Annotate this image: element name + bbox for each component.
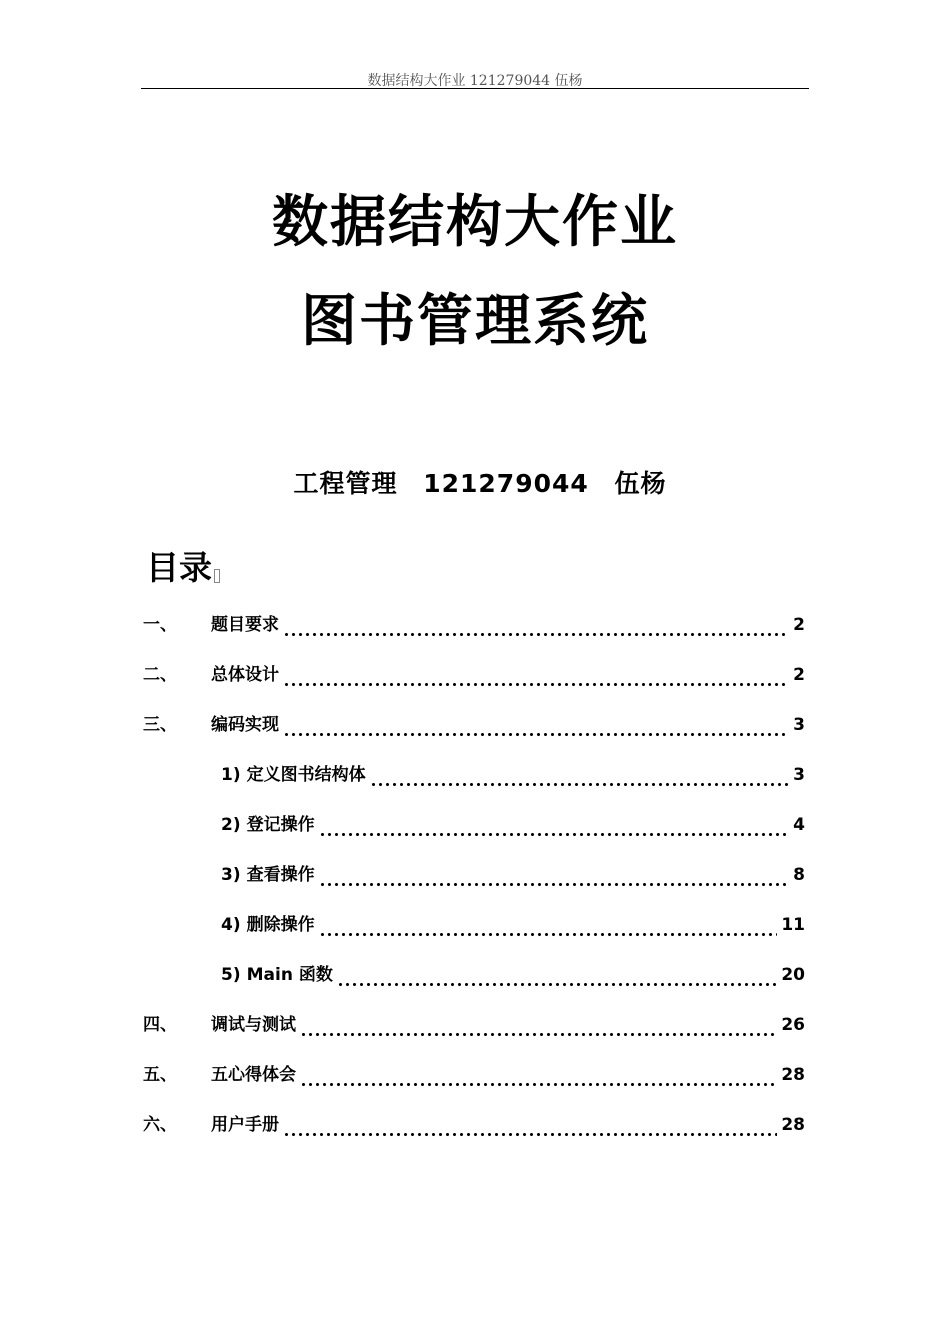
toc-entry-number: 二、: [143, 665, 177, 685]
toc-entry-label: 用户手册: [211, 1115, 279, 1135]
toc-dot-leader: [370, 768, 790, 788]
toc-entry-label: 登记操作: [246, 815, 315, 835]
toc-entry-page: 2: [793, 615, 805, 635]
toc-entry-number: 五、: [143, 1065, 177, 1085]
toc-entry-label: 调试与测试: [211, 1015, 296, 1035]
toc-entry[interactable]: [143, 1112, 805, 1138]
toc-entry-number: 3): [221, 865, 241, 885]
header-divider: [141, 88, 809, 89]
toc-entry-page: 3: [793, 765, 805, 785]
toc-entry-label: 删除操作: [246, 915, 315, 935]
toc-entry-page: 8: [793, 865, 805, 885]
toc-entry-page: 20: [781, 965, 805, 985]
toc-dot-leader: [319, 918, 778, 938]
toc-entry-page: 11: [781, 915, 805, 935]
toc-entry-label: 五心得体会: [211, 1065, 296, 1085]
toc-entry-page: 4: [793, 815, 805, 835]
toc-entry-page: 28: [781, 1065, 805, 1085]
toc-entry-label: 题目要求: [211, 615, 279, 635]
toc-entry-page: 3: [793, 715, 805, 735]
toc-entry-number: 5): [221, 965, 241, 985]
toc-entry[interactable]: [143, 612, 805, 638]
toc-dot-leader: [319, 818, 790, 838]
toc-entry-label: Main 函数: [246, 965, 333, 985]
toc-entry-label: 总体设计: [211, 665, 279, 685]
toc-entry-page: 28: [781, 1115, 805, 1135]
author-student-id: 121279044: [423, 469, 589, 498]
toc-entry[interactable]: [143, 662, 805, 688]
running-header: 数据结构大作业 121279044 伍杨: [367, 73, 583, 89]
toc-subentry[interactable]: [221, 762, 805, 788]
author-major: 工程管理: [293, 469, 398, 498]
field-marker-icon: [214, 569, 220, 583]
toc-subentry[interactable]: [221, 912, 805, 938]
toc-dot-leader: [319, 868, 790, 888]
toc-entry-number: 一、: [143, 615, 177, 635]
document-subtitle: 图书管理系统: [301, 289, 649, 354]
toc-entry[interactable]: [143, 1012, 805, 1038]
toc-subentry[interactable]: [221, 962, 805, 988]
toc-subentry[interactable]: [221, 812, 805, 838]
toc-subentry[interactable]: [221, 862, 805, 888]
toc-entry-number: 2): [221, 815, 241, 835]
toc-entry-number: 四、: [143, 1015, 177, 1035]
toc-dot-leader: [283, 618, 789, 638]
toc-dot-leader: [300, 1018, 777, 1038]
toc-entry-label: 定义图书结构体: [246, 765, 366, 785]
toc-heading: [146, 542, 220, 589]
toc-heading-text: 目录: [146, 548, 212, 587]
author-line: [0, 464, 950, 500]
toc-dot-leader: [283, 718, 789, 738]
toc-entry-number: 1): [221, 765, 241, 785]
toc-entry-number: 三、: [143, 715, 177, 735]
toc-entry-number: 六、: [143, 1115, 177, 1135]
toc-entry-label: 编码实现: [211, 715, 279, 735]
toc-dot-leader: [283, 668, 789, 688]
toc-dot-leader: [283, 1118, 777, 1138]
toc-entry-label: 查看操作: [246, 865, 315, 885]
toc-dot-leader: [337, 968, 777, 988]
author-name: 伍杨: [614, 469, 667, 498]
toc-dot-leader: [300, 1068, 777, 1088]
toc-entry[interactable]: [143, 1062, 805, 1088]
toc-entry-page: 2: [793, 665, 805, 685]
toc-entry-number: 4): [221, 915, 241, 935]
document-title: 数据结构大作业: [272, 190, 678, 255]
toc-entry-page: 26: [781, 1015, 805, 1035]
toc-entry[interactable]: [143, 712, 805, 738]
